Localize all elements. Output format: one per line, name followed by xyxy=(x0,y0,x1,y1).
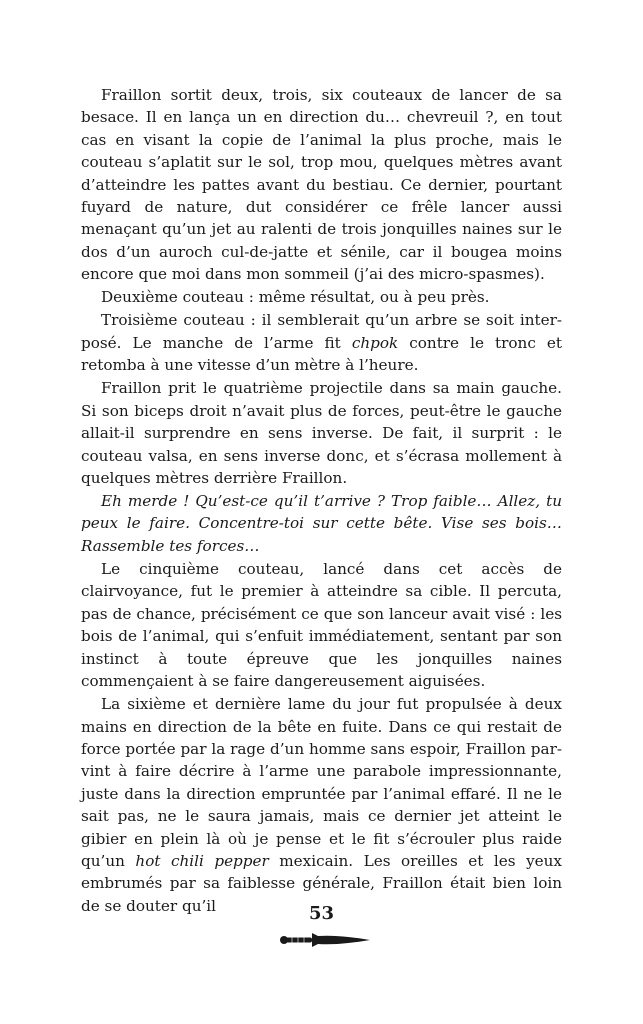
paragraph-3-text-end: contre le tronc et retomba à une vitesse d’un mètre à l’heure. xyxy=(81,333,562,375)
phrase-hot-chili-pepper: hot chili pepper xyxy=(135,851,269,870)
body-text xyxy=(81,84,562,918)
paragraph-7 xyxy=(81,693,562,917)
paragraph-6: Le cinquième couteau, lancé dans cet accès de clairvoyance, fut le premier à atteindre sa cible. Il percuta, pas de chance, précisément ce que son lanceur avait visé : les bois de l’animal, qui s’enfuit immédiatement, sentant par son instinct à toute épreuve que les jonquilles naines commençaient à se faire dangereusement aiguisées. xyxy=(81,559,562,690)
dagger-icon xyxy=(280,930,370,950)
paragraph-2: Deuxième couteau : même résultat, ou à peu près. xyxy=(101,288,490,307)
paragraph-5-inner-thought: Eh merde ! Qu’est-ce qu’il t’arrive ? Trop faible… Allez, tu peux le faire. Concentre-toi sur cette bête. Vise ses bois… Rassemble tes forces… xyxy=(81,492,562,555)
page-number: 53 xyxy=(308,903,335,924)
paragraph-7-text-end: mexicain. Les oreilles et les yeux embrumés par sa faiblesse générale, Fraillon était bien loin de se douter qu’il xyxy=(81,851,562,915)
paragraph-1: Fraillon sortit deux, trois, six couteaux de lancer de sa besace. Il en lança un en direction du… chevreuil ?, en tout cas en visant la copie de l’animal la plus proche, mais le couteau s’aplatit sur le sol, trop mou, quelques mètres avant d’atteindre les pattes avant du bestiau. Ce dernier, pourtant fuyard de nature, dut considérer ce frêle lancer aussi menaçant qu’un jet au ralenti de trois jonquilles naines sur le dos d’un auroch cul-de-jatte et sénile, car il bougea moins encore que moi dans mon sommeil (j’ai des micro-spasmes). xyxy=(81,86,562,284)
paragraph-3-text-start: Troisième couteau : il semblerait qu’un arbre se soit interposé. Le manche de l’arme fit xyxy=(81,311,562,352)
paragraph-3 xyxy=(81,309,562,376)
paragraph-7-text-start: La sixième et dernière lame du jour fut propulsée à deux mains en direction de la bête en fuite. Dans ce qui restait de force portée par la rage d’un homme sans espoir, Fraillon parvint à faire décrire à l’arme une parabole impressionnante, juste dans la direction empruntée par l’animal effaré. Il ne le sait pas, ne le saura jamais, mais ce dernier jet atteint le gibier en plein là où je pense et le fit s’écrouler plus raide qu’un xyxy=(81,695,562,870)
onomatopoeia-chpok: chpok xyxy=(351,333,399,352)
paragraph-4: Fraillon prit le quatrième projectile dans sa main gauche. Si son biceps droit n’avait plus de forces, peut-être le gauche allait-il surprendre en sens inverse. De fait, il surprit : le couteau valsa, en sens inverse donc, et s’écrasa mollement à quelques mètres derrière Fraillon. xyxy=(81,379,562,487)
